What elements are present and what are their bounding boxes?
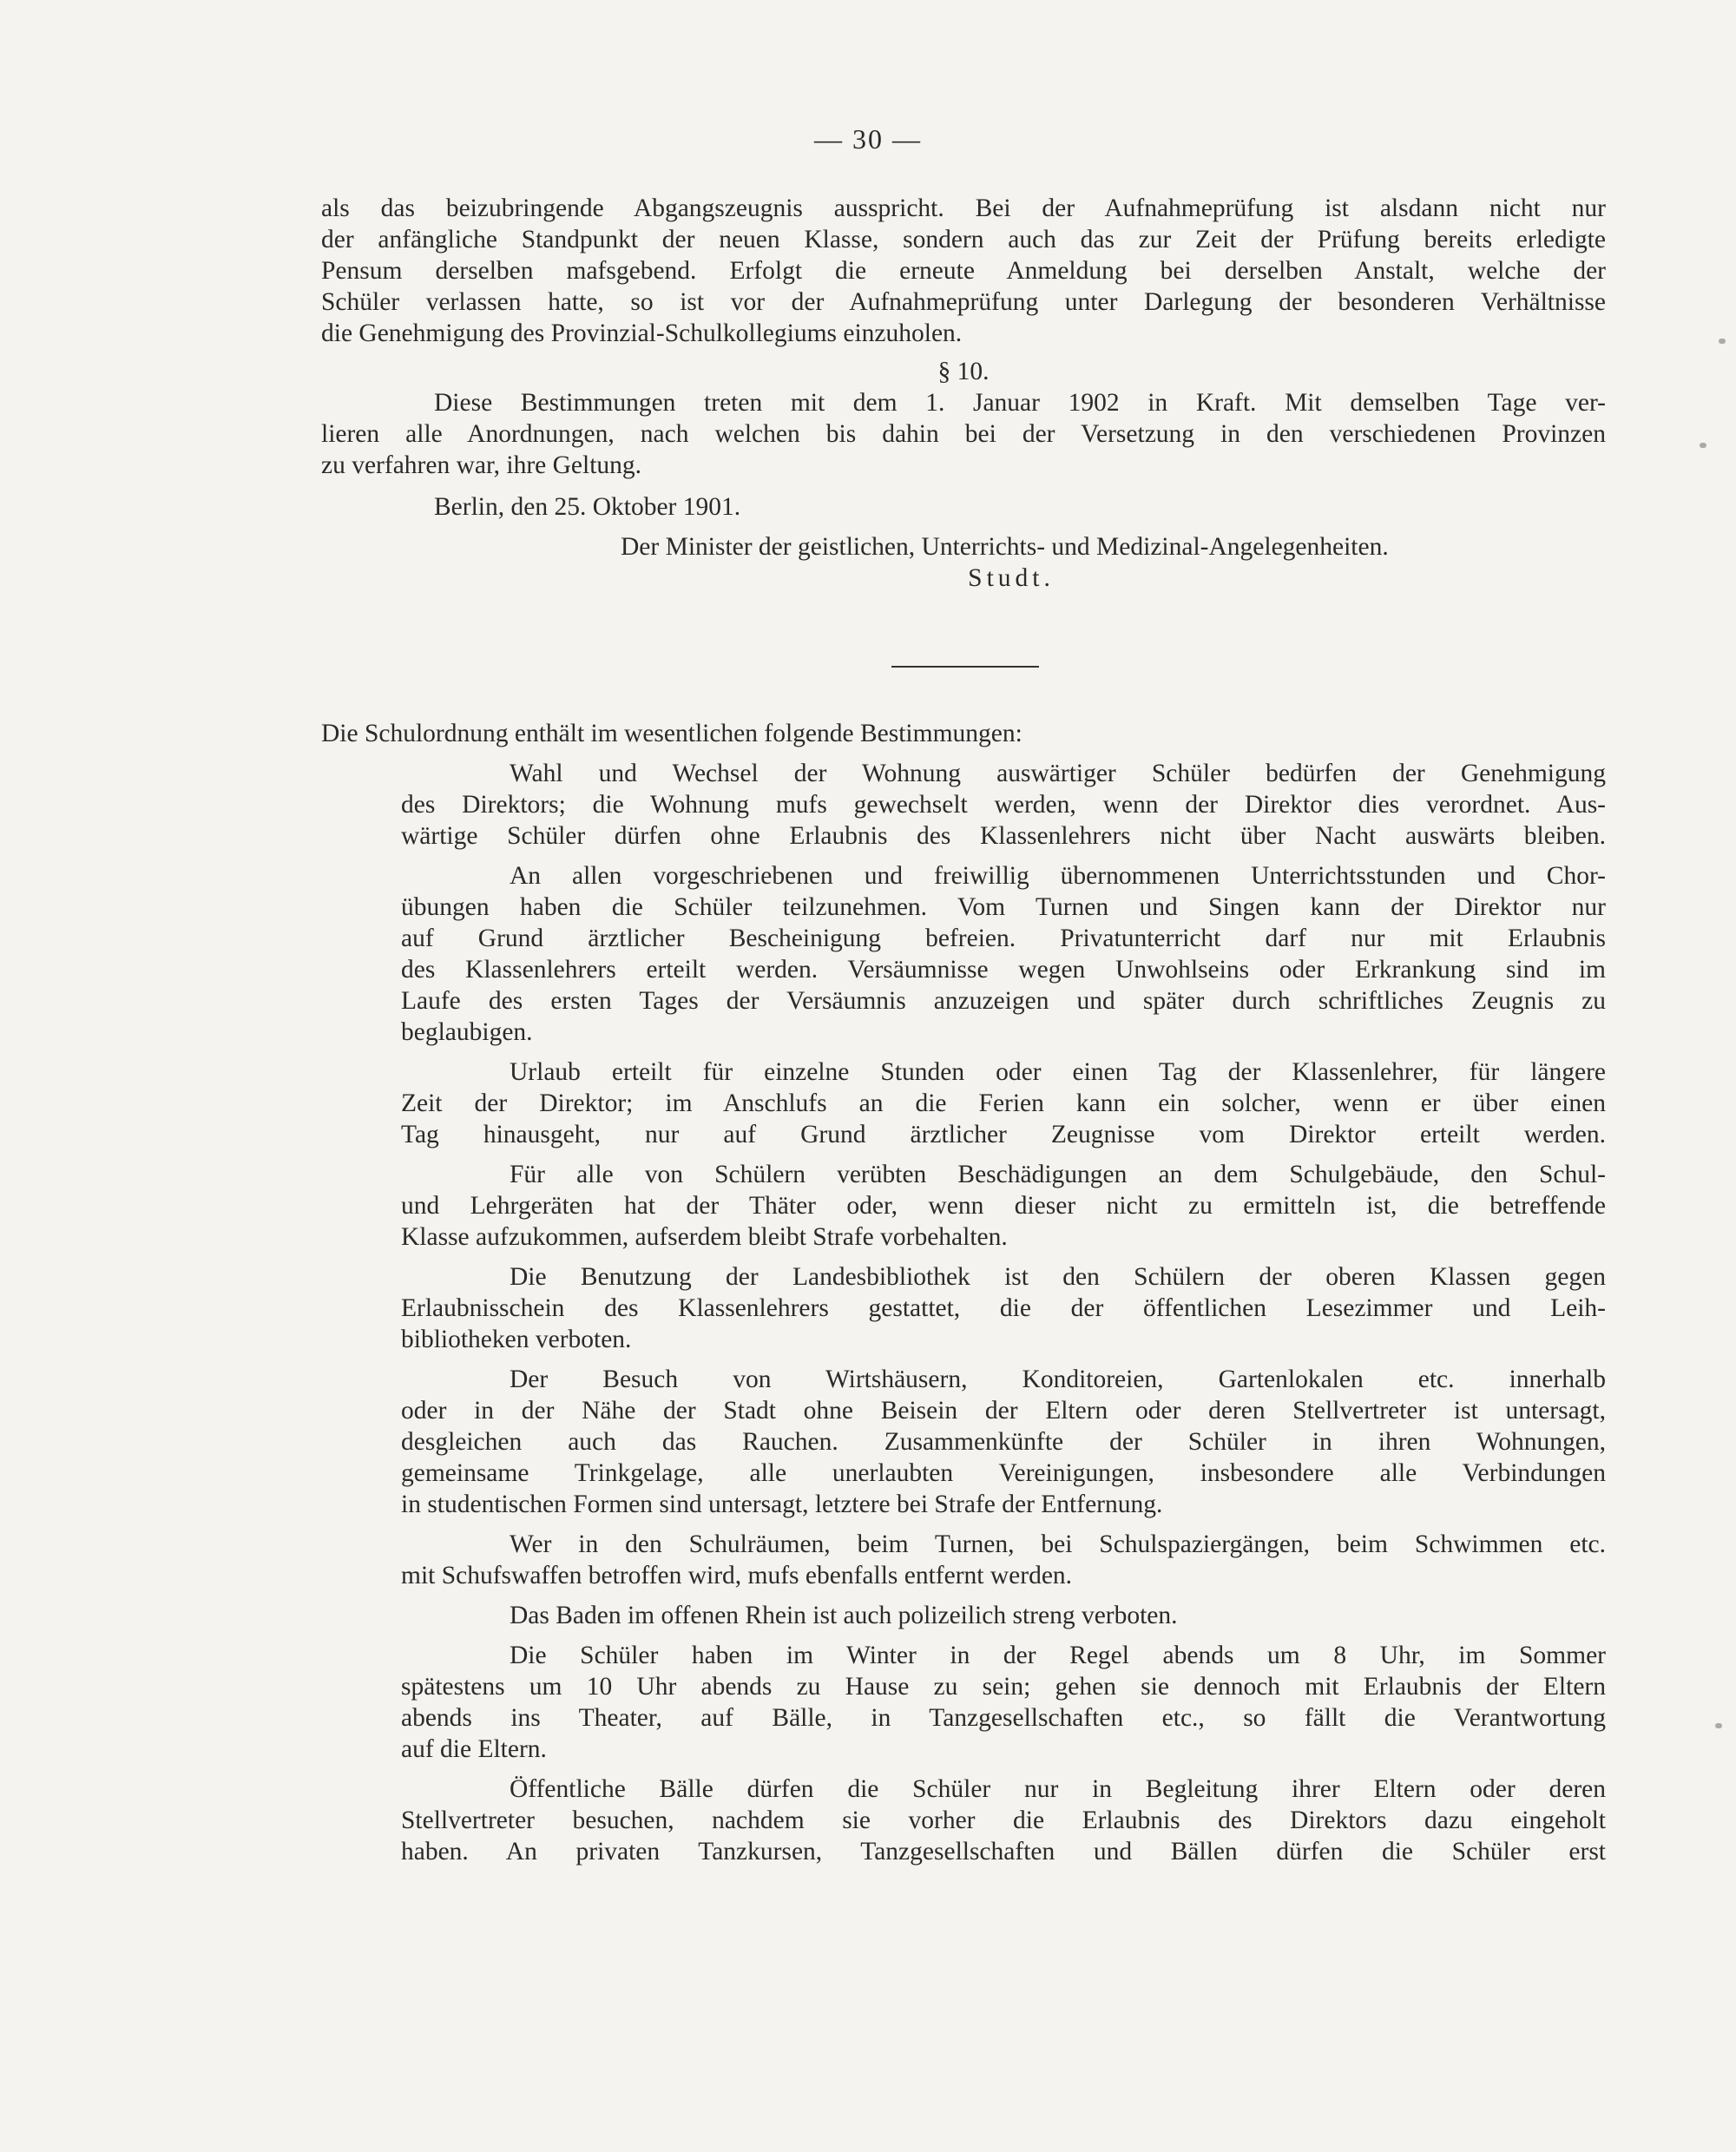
text-line: spätestens um 10 Uhr abends zu Hause zu sein; gehen sie dennoch mit Erlaubnis der Eltern xyxy=(401,1673,1606,1701)
section-decree xyxy=(321,193,1606,594)
text-line: Klasse aufzukommen, aufserdem bleibt Strafe vorbehalten. xyxy=(401,1223,1008,1251)
signature: Studt. xyxy=(968,564,1055,592)
school-rules-intro xyxy=(321,718,1606,749)
text-line: wärtige Schüler dürfen ohne Erlaubnis des Klassenlehrers nicht über Nacht auswärts bleiben. xyxy=(401,822,1606,850)
intro-line: Die Schulordnung enthält im wesentlichen folgende Bestimmungen: xyxy=(321,720,1023,747)
text-line: Für alle von Schülern verübten Beschädigungen an dem Schulgebäude, den Schul- xyxy=(510,1161,1606,1188)
rule-paragraph xyxy=(401,1056,1606,1150)
place-date: Berlin, den 25. Oktober 1901. xyxy=(434,493,741,521)
text-line: und Lehrgeräten hat der Thäter oder, wenn dieser nicht zu ermitteln ist, die betreffende xyxy=(401,1192,1606,1220)
paragraph-heading: § 10. xyxy=(937,358,990,385)
text-line: des Klassenlehrers erteilt werden. Versäumnisse wegen Unwohlseins oder Erkrankung sind im xyxy=(401,956,1606,984)
text-line: Stellvertreter besuchen, nachdem sie vorher die Erlaubnis des Direktors dazu eingeholt xyxy=(401,1806,1606,1834)
text-line: Urlaub erteilt für einzelne Stunden oder einen Tag der Klassenlehrer, für längere xyxy=(510,1058,1606,1086)
text-line: Öffentliche Bälle dürfen die Schüler nur in Begleitung ihrer Eltern oder deren xyxy=(510,1775,1606,1803)
text-line: Schüler verlassen hatte, so ist vor der Aufnahmeprüfung unter Darlegung der besonderen Verhältnisse xyxy=(321,288,1606,316)
text-line: lieren alle Anordnungen, nach welchen bis dahin bei der Versetzung in den verschiedenen Provinzen xyxy=(321,420,1606,448)
rule-paragraph xyxy=(401,860,1606,1048)
rule-paragraph xyxy=(401,1640,1606,1765)
text-line: übungen haben die Schüler teilzunehmen. Vom Turnen und Singen kann der Direktor nur xyxy=(401,893,1606,921)
page-number: — 30 — xyxy=(814,123,922,155)
school-rules xyxy=(401,758,1606,1867)
paragraph-effective-date xyxy=(321,387,1606,481)
scan-speck xyxy=(1719,339,1726,344)
minister-title: Der Minister der geistlichen, Unterrichts- und Medizinal-Angelegenheiten. xyxy=(621,533,1389,561)
divider-rule xyxy=(891,666,1039,668)
text-line: Die Schüler haben im Winter in der Regel abends um 8 Uhr, im Sommer xyxy=(510,1642,1606,1669)
text-line: in studentischen Formen sind untersagt, letztere bei Strafe der Entfernung. xyxy=(401,1491,1163,1518)
text-line: Laufe des ersten Tages der Versäumnis anzuzeigen und später durch schriftliches Zeugnis zu xyxy=(401,987,1606,1015)
text-line: Tag hinausgeht, nur auf Grund ärztlicher Zeugnisse vom Direktor erteilt werden. xyxy=(401,1121,1606,1148)
text-line: Diese Bestimmungen treten mit dem 1. Januar 1902 in Kraft. Mit demselben Tage ver- xyxy=(434,389,1606,417)
text-line: oder in der Nähe der Stadt ohne Beisein der Eltern oder deren Stellvertreter ist untersagt, xyxy=(401,1397,1606,1425)
text-line: desgleichen auch das Rauchen. Zusammenkünfte der Schüler in ihren Wohnungen, xyxy=(401,1428,1606,1456)
text-line: beglaubigen. xyxy=(401,1018,533,1046)
rule-paragraph xyxy=(401,1159,1606,1253)
rule-paragraph xyxy=(401,1600,1606,1631)
text-line: Zeit der Direktor; im Anschlufs an die Ferien kann ein solcher, wenn er über einen xyxy=(401,1089,1606,1117)
rule-paragraph xyxy=(401,1529,1606,1591)
text-line: auf Grund ärztlicher Bescheinigung befreien. Privatunterricht darf nur mit Erlaubnis xyxy=(401,925,1606,952)
text-line: Die Benutzung der Landesbibliothek ist den Schülern der oberen Klassen gegen xyxy=(510,1263,1606,1291)
text-line: haben. An privaten Tanzkursen, Tanzgesellschaften und Bällen dürfen die Schüler erst xyxy=(401,1838,1606,1866)
text-line: zu verfahren war, ihre Geltung. xyxy=(321,451,642,479)
text-line: Pensum derselben mafsgebend. Erfolgt die erneute Anmeldung bei derselben Anstalt, welche der xyxy=(321,257,1606,285)
text-line: als das beizubringende Abgangszeugnis ausspricht. Bei der Aufnahmeprüfung ist alsdann nicht nur xyxy=(321,194,1606,222)
scan-speck xyxy=(1715,1723,1722,1728)
text-line: die Genehmigung des Provinzial-Schulkollegiums einzuholen. xyxy=(321,319,963,347)
text-line: bibliotheken verboten. xyxy=(401,1326,632,1353)
text-line: gemeinsame Trinkgelage, alle unerlaubten Vereinigungen, insbesondere alle Verbindungen xyxy=(401,1459,1606,1487)
text-line: An allen vorgeschriebenen und freiwillig übernommenen Unterrichtsstunden und Chor- xyxy=(510,862,1606,890)
paragraph-admission xyxy=(321,193,1606,349)
rule-paragraph xyxy=(401,758,1606,852)
rule-paragraph xyxy=(401,1774,1606,1867)
text-line: abends ins Theater, auf Bälle, in Tanzgesellschaften etc., so fällt die Verantwortung xyxy=(401,1704,1606,1732)
text-line: Erlaubnisschein des Klassenlehrers gestattet, die der öffentlichen Lesezimmer und Leih- xyxy=(401,1294,1606,1322)
text-line: des Direktors; die Wohnung mufs gewechselt werden, wenn der Direktor dies verordnet. Aus- xyxy=(401,791,1606,819)
text-line: der anfängliche Standpunkt der neuen Klasse, sondern auch das zur Zeit der Prüfung bereits erledigte xyxy=(321,226,1606,253)
text-line: mit Schufswaffen betroffen wird, mufs ebenfalls entfernt werden. xyxy=(401,1562,1073,1589)
text-line: Das Baden im offenen Rhein ist auch polizeilich streng verboten. xyxy=(510,1602,1178,1629)
scan-speck xyxy=(1700,443,1706,448)
text-line: Wahl und Wechsel der Wohnung auswärtiger Schüler bedürfen der Genehmigung xyxy=(510,760,1606,787)
text-line: Der Besuch von Wirtshäusern, Konditoreien, Gartenlokalen etc. innerhalb xyxy=(510,1366,1606,1393)
text-line: Wer in den Schulräumen, beim Turnen, bei Schulspaziergängen, beim Schwimmen etc. xyxy=(510,1530,1606,1558)
rule-paragraph xyxy=(401,1261,1606,1355)
rule-paragraph xyxy=(401,1364,1606,1520)
text-line: auf die Eltern. xyxy=(401,1735,547,1763)
